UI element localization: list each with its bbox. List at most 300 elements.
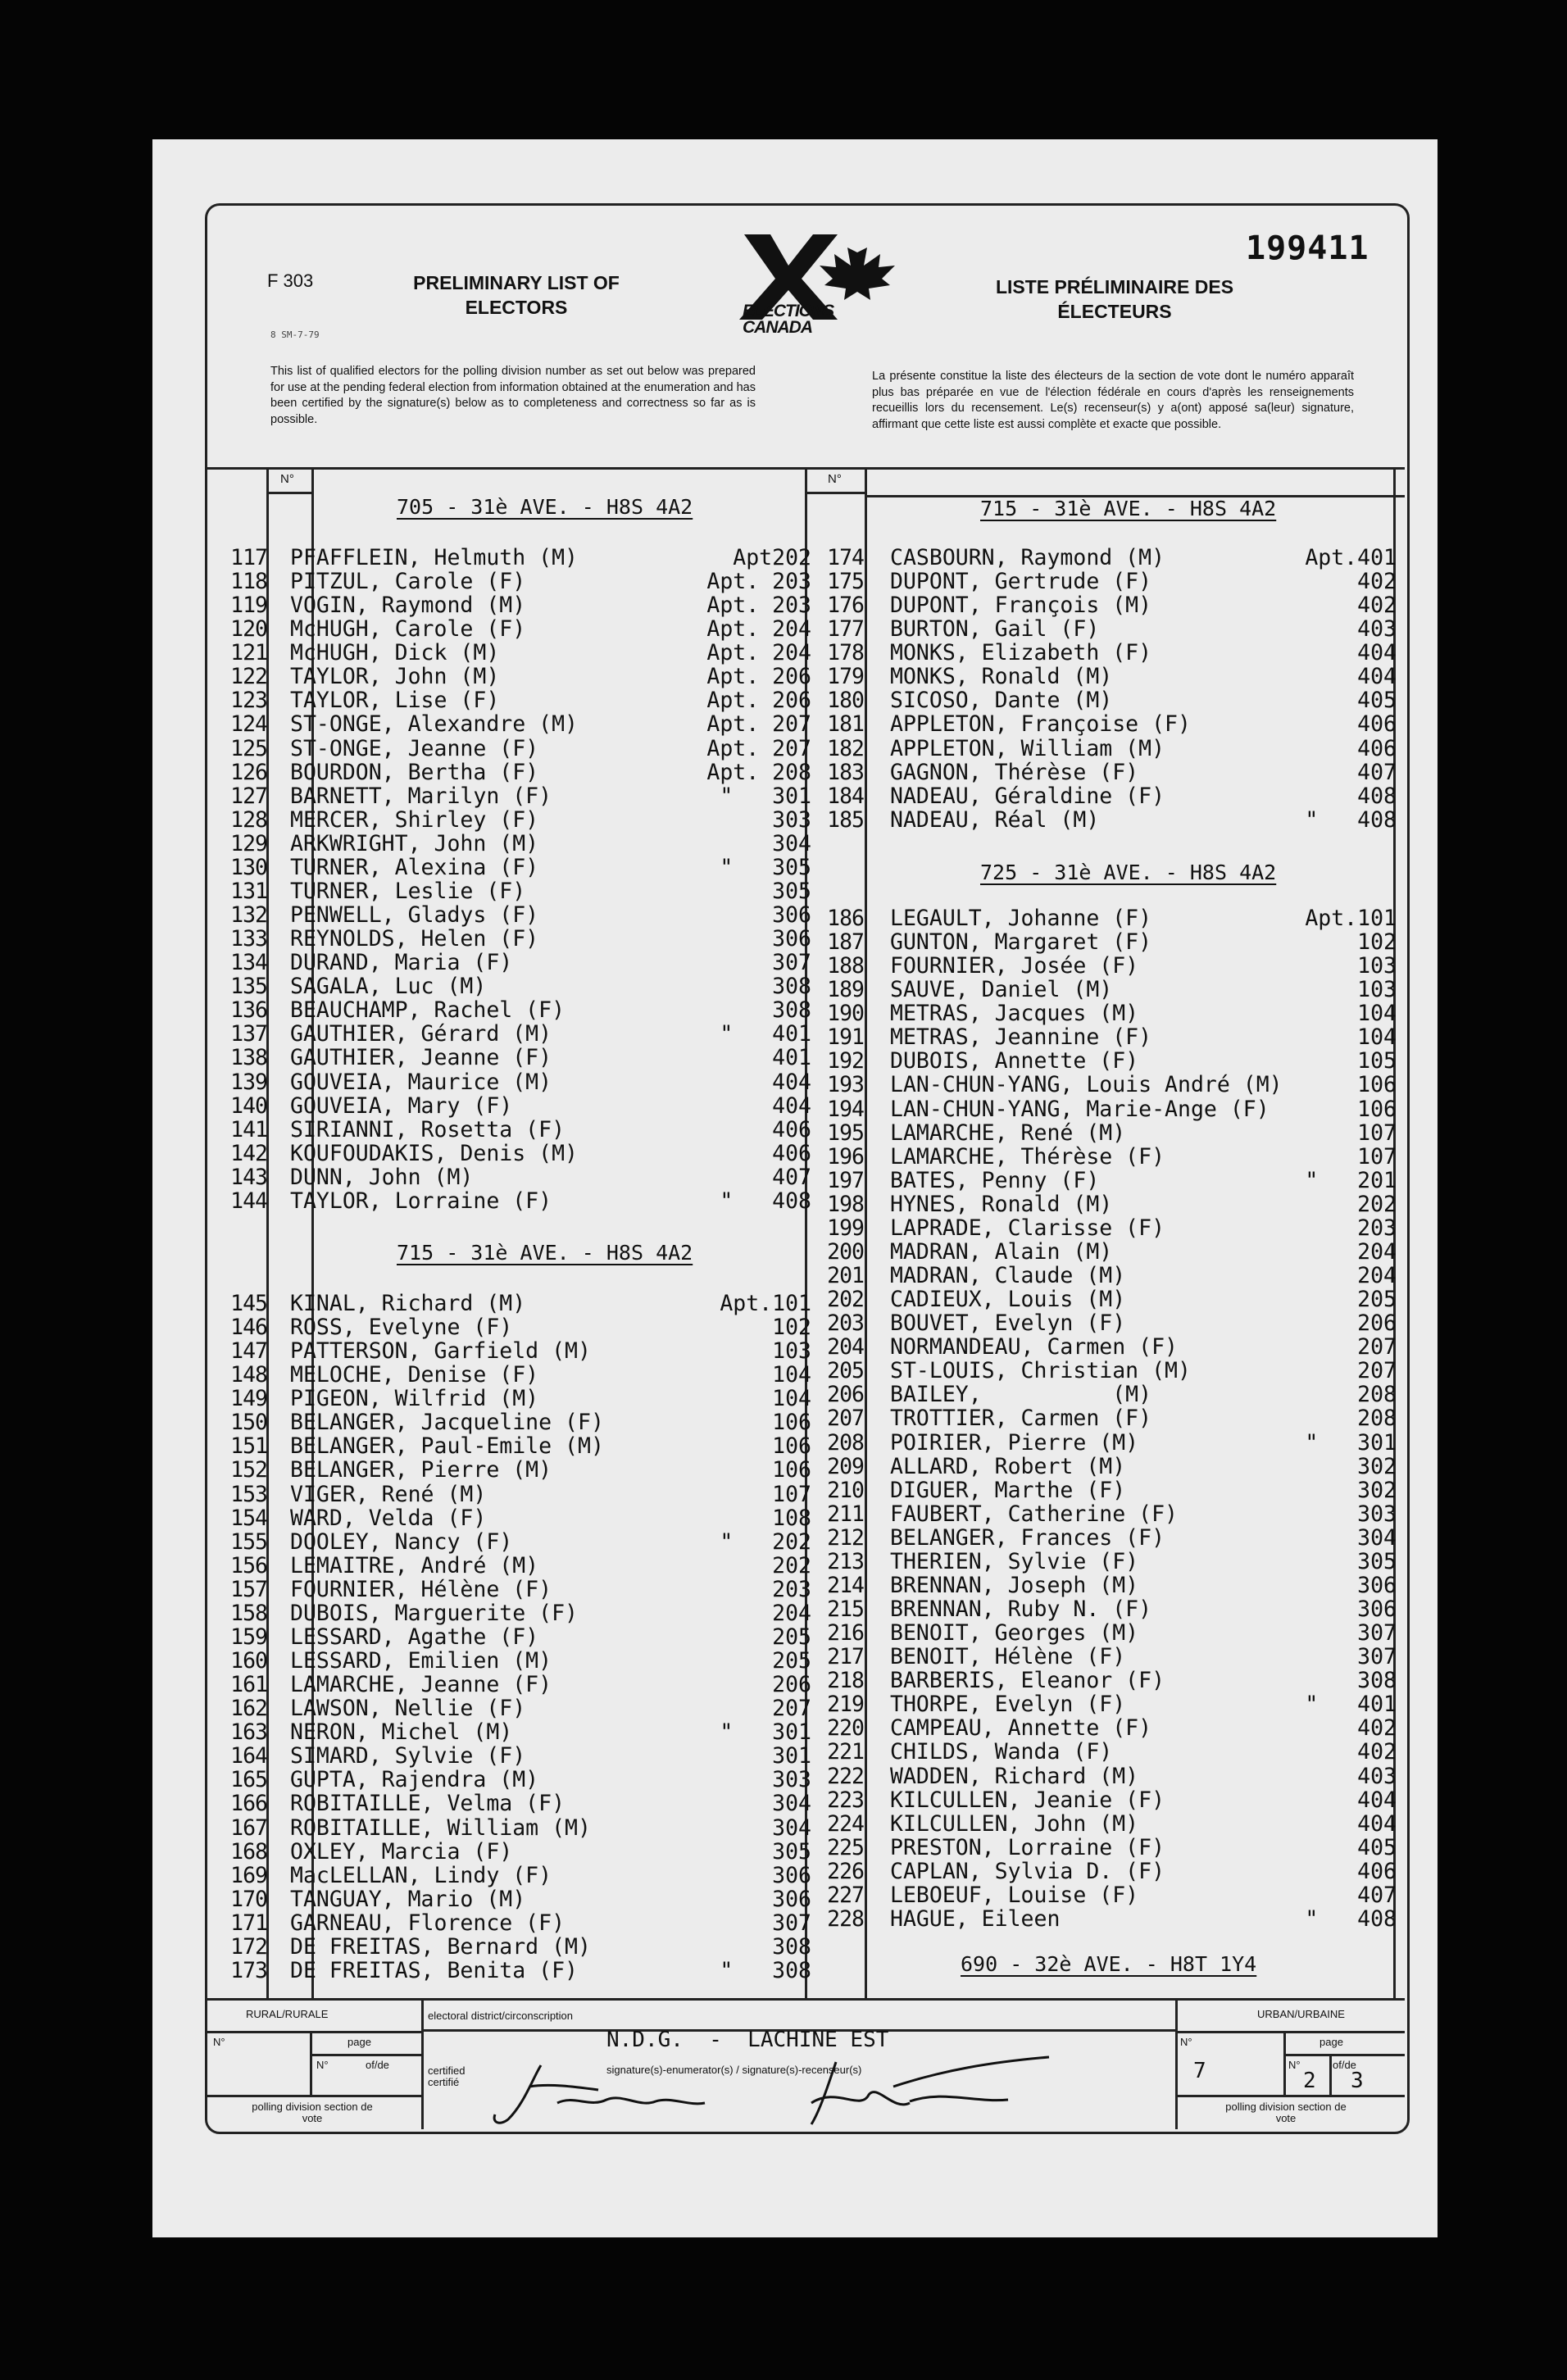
apartment-number: Apt. 206 — [706, 688, 811, 714]
elector-number: 213 — [827, 1548, 864, 1574]
elector-number: 132 — [230, 902, 267, 929]
elector-row — [221, 1094, 811, 1118]
elector-number: 188 — [827, 953, 864, 979]
elector-row — [221, 1744, 811, 1768]
elector-number: 180 — [827, 688, 864, 714]
elector-number: 119 — [230, 593, 267, 619]
apartment-number: 306 — [772, 1886, 811, 1912]
footer-rule — [1175, 2095, 1405, 2097]
elector-name: DUBOIS, Marguerite (F) — [290, 1600, 578, 1626]
apartment-number: 306 — [772, 1862, 811, 1888]
elector-name: APPLETON, Françoise (F) — [890, 711, 1191, 738]
elector-name: METRAS, Jeannine (F) — [890, 1024, 1152, 1051]
apartment-number: 207 — [772, 1696, 811, 1722]
elector-name: MADRAN, Claude (M) — [890, 1263, 1126, 1289]
elector-row — [221, 1696, 811, 1720]
apartment-number: 106 — [772, 1433, 811, 1460]
elector-name: BAILEY, (M) — [890, 1382, 1152, 1408]
apartment-number: 306 — [772, 926, 811, 952]
elector-row — [818, 1025, 1397, 1049]
intro-french: La présente constitue la liste des électeurs de la section de vote dont le numéro apparaît plus bas préparée en vue de l'élection fédérale en cours d'après les renseignements recueillis lors du recensement. Le(s) recenseur(s) y a(ont) apposé sa(leur) signature, affirmant que cette liste est aussi complète et exacte que possible. — [872, 370, 1354, 431]
apartment-number: 302 — [1357, 1477, 1397, 1503]
elector-row — [221, 712, 811, 736]
elector-number: 127 — [230, 783, 267, 809]
elector-name: PIGEON, Wilfrid (M) — [290, 1386, 539, 1412]
footer-rule — [310, 2054, 421, 2056]
apartment-number: 301 — [772, 1743, 811, 1769]
footer-rule — [205, 2095, 421, 2097]
elector-number: 134 — [230, 950, 267, 976]
elector-name: TURNER, Alexina (F) — [290, 854, 539, 880]
elector-row — [221, 927, 811, 951]
elector-number: 203 — [827, 1310, 864, 1337]
apartment-number: Apt.101 — [1305, 906, 1397, 931]
elector-number: 168 — [230, 1838, 267, 1864]
elector-name: ST-ONGE, Alexandre (M) — [290, 711, 578, 738]
elector-name: DUPONT, François (M) — [890, 593, 1152, 619]
footer-top-rule — [205, 1998, 1405, 2001]
apartment-number: 303 — [772, 806, 811, 833]
footer-rule — [1175, 1998, 1178, 2129]
elector-number: 130 — [230, 854, 267, 880]
elector-name: DURAND, Maria (F) — [290, 950, 513, 976]
elector-name: LAMARCHE, Jeanne (F) — [290, 1672, 552, 1698]
apartment-number: 207 — [1357, 1334, 1397, 1360]
apartment-number: 404 — [772, 1069, 811, 1095]
elector-number: 186 — [827, 906, 864, 931]
apartment-number: 107 — [772, 1481, 811, 1507]
elector-row — [221, 1911, 811, 1935]
elector-row — [818, 1240, 1397, 1264]
apartment-number: 105 — [1357, 1048, 1397, 1074]
elector-name: MELOCHE, Denise (F) — [290, 1362, 539, 1388]
elector-name: HAGUE, Eileen — [890, 1905, 1061, 1932]
apartment-number: 402 — [1357, 1715, 1397, 1742]
elector-name: ALLARD, Robert (M) — [890, 1453, 1126, 1479]
footer-rule — [1175, 2031, 1405, 2033]
elector-name: WARD, Velda (F) — [290, 1505, 487, 1531]
apartment-number: Apt. 204 — [706, 640, 811, 666]
rural-label: RURAL/RURALE — [246, 2008, 329, 2020]
polling-division-label: polling division section de vote — [1225, 2101, 1347, 2124]
elector-name: VOGIN, Raymond (M) — [290, 593, 526, 619]
elector-name: MONKS, Elizabeth (F) — [890, 640, 1152, 666]
elector-number: 214 — [827, 1572, 864, 1598]
apartment-number: 401 — [772, 1045, 811, 1071]
apartment-number: 406 — [772, 1116, 811, 1142]
apartment-number: 108 — [772, 1505, 811, 1531]
page-number: 2 — [1303, 2069, 1316, 2093]
elector-number: 199 — [827, 1215, 864, 1241]
elector-row — [221, 1530, 811, 1554]
apartment-number: " 301 — [1305, 1429, 1397, 1456]
page-label: page — [347, 2036, 371, 2048]
apartment-number: 408 — [1357, 783, 1397, 809]
apartment-number: 402 — [1357, 1739, 1397, 1765]
elector-number: 179 — [827, 664, 864, 690]
apartment-number: 205 — [772, 1624, 811, 1650]
elector-row — [818, 1049, 1397, 1073]
elector-row — [818, 1359, 1397, 1383]
elector-number: 137 — [230, 1021, 267, 1047]
elector-row — [221, 617, 811, 641]
apartment-number: 204 — [1357, 1263, 1397, 1289]
elector-row — [221, 1315, 811, 1339]
elector-name: FAUBERT, Catherine (F) — [890, 1501, 1178, 1527]
apartment-number: 107 — [1357, 1120, 1397, 1146]
apartment-number: 405 — [1357, 1834, 1397, 1860]
elector-name: GAUTHIER, Jeanne (F) — [290, 1045, 552, 1071]
elector-number: 177 — [827, 616, 864, 643]
apartment-number: 406 — [1357, 1858, 1397, 1884]
elector-number: 166 — [230, 1791, 267, 1817]
apartment-number: 404 — [1357, 664, 1397, 690]
elector-number: 194 — [827, 1096, 864, 1122]
elector-name: KILCULLEN, John (M) — [890, 1810, 1139, 1837]
elector-row — [221, 1142, 811, 1165]
apartment-number: 103 — [1357, 977, 1397, 1003]
elector-name: ST-LOUIS, Christian (M) — [890, 1358, 1191, 1384]
apartment-number: 308 — [772, 974, 811, 1000]
elector-name: ROSS, Evelyne (F) — [290, 1315, 513, 1341]
apartment-number: 208 — [1357, 1406, 1397, 1432]
apartment-number: Apt. 207 — [706, 711, 811, 738]
elector-number: 192 — [827, 1048, 864, 1074]
elector-name: APPLETON, William (M) — [890, 735, 1165, 761]
of-label: of/de — [366, 2059, 389, 2071]
elector-row — [221, 1070, 811, 1094]
elector-row — [818, 1311, 1397, 1335]
elector-name: DUNN, John (M) — [290, 1164, 474, 1190]
elector-row — [818, 978, 1397, 1002]
elector-row — [818, 1192, 1397, 1216]
elector-row — [818, 1097, 1397, 1121]
apartment-number: 307 — [1357, 1620, 1397, 1646]
elector-name: CAPLAN, Sylvia D. (F) — [890, 1858, 1165, 1884]
elector-number: 218 — [827, 1668, 864, 1694]
elector-row — [221, 879, 811, 903]
elector-name: METRAS, Jacques (M) — [890, 1001, 1139, 1027]
elector-name: TROTTIER, Carmen (F) — [890, 1406, 1152, 1432]
elector-number: 118 — [230, 569, 267, 595]
elector-name: DIGUER, Marthe (F) — [890, 1477, 1126, 1503]
apartment-number: 303 — [1357, 1501, 1397, 1527]
elector-name: BURTON, Gail (F) — [890, 616, 1100, 643]
elector-number: 217 — [827, 1644, 864, 1670]
elector-number: 139 — [230, 1069, 267, 1095]
apartment-number: " 201 — [1305, 1167, 1397, 1193]
apartment-number: " 202 — [720, 1528, 811, 1555]
elector-row — [818, 1002, 1397, 1025]
serial-number: 199411 — [1246, 229, 1369, 267]
elector-number: 141 — [230, 1116, 267, 1142]
elector-row — [818, 1073, 1397, 1097]
apartment-number: 306 — [1357, 1597, 1397, 1623]
elector-name: MacLELLAN, Lindy (F) — [290, 1862, 552, 1888]
apartment-number: 304 — [1357, 1524, 1397, 1551]
print-code: 8 SM-7-79 — [270, 329, 320, 340]
apartment-number: 402 — [1357, 569, 1397, 595]
elector-number: 144 — [230, 1188, 267, 1214]
elector-name: GARNEAU, Florence (F) — [290, 1910, 565, 1936]
elector-number: 225 — [827, 1834, 864, 1860]
elector-number: 126 — [230, 759, 267, 785]
elector-number: 124 — [230, 711, 267, 738]
elector-row — [818, 761, 1397, 784]
district-label: electoral district/circonscription — [428, 2010, 574, 2022]
elector-name: BELANGER, Jacqueline (F) — [290, 1410, 604, 1436]
elector-name: BENOIT, Georges (M) — [890, 1620, 1139, 1646]
apartment-number: 407 — [1357, 759, 1397, 785]
apartment-number: " 408 — [1305, 806, 1397, 833]
polling-division-label: polling division section de vote — [252, 2101, 373, 2124]
elector-name: CAMPEAU, Annette (F) — [890, 1715, 1152, 1742]
elector-name: CHILDS, Wanda (F) — [890, 1739, 1113, 1765]
elector-row — [221, 1935, 811, 1959]
elector-row — [818, 1169, 1397, 1192]
elector-number: 211 — [827, 1501, 864, 1527]
elector-number: 167 — [230, 1815, 267, 1841]
elector-name: DOOLEY, Nancy (F) — [290, 1528, 513, 1555]
elector-number: 189 — [827, 977, 864, 1003]
elector-row — [221, 1864, 811, 1887]
apartment-number: 106 — [1357, 1096, 1397, 1122]
elector-number: 155 — [230, 1528, 267, 1555]
apartment-number: Apt. 204 — [706, 616, 811, 643]
elector-row — [221, 1434, 811, 1458]
maple-leaf-icon — [820, 236, 895, 300]
elector-number: 226 — [827, 1858, 864, 1884]
elector-name: McHUGH, Dick (M) — [290, 640, 500, 666]
elector-row — [818, 1383, 1397, 1406]
elector-number: 171 — [230, 1910, 267, 1936]
apartment-number: 304 — [772, 1791, 811, 1817]
elector-name: GAGNON, Thérèse (F) — [890, 759, 1139, 785]
elector-name: BELANGER, Pierre (M) — [290, 1457, 552, 1483]
apartment-number: 106 — [772, 1410, 811, 1436]
elector-number: 181 — [827, 711, 864, 738]
logo-text: ELECTIONS CANADA — [743, 302, 834, 337]
apartment-number: 106 — [1357, 1072, 1397, 1098]
apartment-number: 104 — [772, 1362, 811, 1388]
elector-name: NERON, Michel (M) — [290, 1719, 513, 1746]
apartment-number: 304 — [772, 830, 811, 856]
poll-number: 7 — [1193, 2059, 1206, 2083]
apartment-number: 302 — [1357, 1453, 1397, 1479]
elector-row — [818, 1335, 1397, 1359]
apartment-number: 307 — [772, 1910, 811, 1936]
footer-rule — [1283, 2054, 1405, 2056]
apartment-number: 403 — [1357, 1763, 1397, 1789]
elector-row — [818, 1692, 1397, 1716]
elector-name: WADDEN, Richard (M) — [890, 1763, 1139, 1789]
elector-row — [818, 570, 1397, 593]
elector-number: 176 — [827, 593, 864, 619]
elector-row — [818, 1550, 1397, 1574]
elector-number: 163 — [230, 1719, 267, 1746]
elector-name: LESSARD, Agathe (F) — [290, 1624, 539, 1650]
elector-number: 222 — [827, 1763, 864, 1789]
no-label: N° — [1288, 2059, 1301, 2071]
elector-row — [818, 1812, 1397, 1836]
elector-name: BELANGER, Paul-Emile (M) — [290, 1433, 604, 1460]
street-heading: 715 - 31è AVE. - H8S 4A2 — [397, 1241, 693, 1265]
apartment-number: 103 — [1357, 953, 1397, 979]
elector-row — [221, 665, 811, 688]
elector-number: 161 — [230, 1672, 267, 1698]
apartment-number: 204 — [1357, 1238, 1397, 1265]
elector-name: LEGAULT, Johanne (F) — [890, 906, 1152, 931]
elector-row — [818, 1883, 1397, 1907]
elector-name: NORMANDEAU, Carmen (F) — [890, 1334, 1178, 1360]
elector-row — [221, 1959, 811, 1983]
elector-row — [818, 688, 1397, 712]
elector-name: PATTERSON, Garfield (M) — [290, 1338, 591, 1365]
elector-number: 135 — [230, 974, 267, 1000]
elector-name: LAN-CHUN-YANG, Marie-Ange (F) — [890, 1096, 1269, 1122]
elector-row — [818, 712, 1397, 736]
elector-number: 210 — [827, 1477, 864, 1503]
elector-row — [818, 1264, 1397, 1288]
elector-row — [221, 856, 811, 879]
elector-name: NADEAU, Réal (M) — [890, 806, 1100, 833]
elector-number: 215 — [827, 1597, 864, 1623]
enumerator-signatures — [484, 2054, 1074, 2129]
street-heading: 725 - 31è AVE. - H8S 4A2 — [980, 861, 1277, 884]
elector-row — [221, 593, 811, 617]
elector-name: KILCULLEN, Jeanie (F) — [890, 1787, 1165, 1813]
elector-name: BELANGER, Frances (F) — [890, 1524, 1165, 1551]
apartment-number: 206 — [772, 1672, 811, 1698]
elector-number: 220 — [827, 1715, 864, 1742]
elector-row — [221, 570, 811, 593]
elector-number: 212 — [827, 1524, 864, 1551]
apartment-number: 104 — [1357, 1024, 1397, 1051]
elector-row — [818, 1669, 1397, 1692]
elector-row — [221, 1118, 811, 1142]
elector-number: 140 — [230, 1092, 267, 1119]
elector-name: BOUVET, Evelyn (F) — [890, 1310, 1126, 1337]
no-label: N° — [316, 2059, 329, 2071]
elector-row — [221, 688, 811, 712]
elector-row — [818, 784, 1397, 808]
elector-number: 172 — [230, 1933, 267, 1960]
elector-name: PRESTON, Lorraine (F) — [890, 1834, 1165, 1860]
elector-name: MERCER, Shirley (F) — [290, 806, 539, 833]
apartment-number: 102 — [1357, 929, 1397, 956]
elector-number: 205 — [827, 1358, 864, 1384]
elector-name: CASBOURN, Raymond (M) — [890, 545, 1165, 570]
page-label: page — [1319, 2036, 1343, 2048]
elector-number: 195 — [827, 1120, 864, 1146]
elector-number: 165 — [230, 1767, 267, 1793]
district-value: N.D.G. - LACHINE EST — [606, 2028, 889, 2052]
elector-name: BATES, Penny (F) — [890, 1167, 1100, 1193]
elector-number: 158 — [230, 1600, 267, 1626]
apartment-number: 203 — [772, 1576, 811, 1602]
elector-row — [221, 1165, 811, 1189]
elector-name: VIGER, René (M) — [290, 1481, 487, 1507]
elector-name: BRENNAN, Joseph (M) — [890, 1572, 1139, 1598]
elector-number: 157 — [230, 1576, 267, 1602]
elector-name: SIRIANNI, Rosetta (F) — [290, 1116, 565, 1142]
elector-row — [221, 1578, 811, 1601]
elector-name: BOURDON, Bertha (F) — [290, 759, 539, 785]
elector-name: SIMARD, Sylvie (F) — [290, 1743, 526, 1769]
elector-name: TAYLOR, Lorraine (F) — [290, 1188, 552, 1214]
elector-row — [818, 1502, 1397, 1526]
elector-row — [818, 1455, 1397, 1478]
apartment-number: Apt. 206 — [706, 664, 811, 690]
elector-number: 219 — [827, 1692, 864, 1718]
elector-number: 142 — [230, 1140, 267, 1166]
elector-number: 122 — [230, 664, 267, 690]
apartment-number: 202 — [1357, 1191, 1397, 1217]
apartment-number: " 308 — [720, 1957, 811, 1983]
apartment-number: 102 — [772, 1315, 811, 1341]
elector-name: DUBOIS, Annette (F) — [890, 1048, 1139, 1074]
street-heading: 690 - 32è AVE. - H8T 1Y4 — [961, 1952, 1257, 1976]
apartment-number: 407 — [772, 1164, 811, 1190]
elector-name: BENOIT, Hélène (F) — [890, 1644, 1126, 1670]
elector-row — [221, 1554, 811, 1578]
apartment-number: " 401 — [720, 1021, 811, 1047]
elector-row — [818, 1431, 1397, 1455]
apartment-number: 202 — [772, 1552, 811, 1578]
apartment-number: Apt.101 — [720, 1291, 811, 1316]
footer-rule — [1329, 2054, 1332, 2095]
no-header-box-right — [806, 492, 865, 494]
elector-name: BARNETT, Marilyn (F) — [290, 783, 552, 809]
elector-name: POIRIER, Pierre (M) — [890, 1429, 1139, 1456]
elector-number: 149 — [230, 1386, 267, 1412]
elector-name: DE FREITAS, Benita (F) — [290, 1957, 578, 1983]
elector-row — [221, 1506, 811, 1530]
urban-label: URBAN/URBAINE — [1257, 2008, 1345, 2020]
elector-row — [221, 1410, 811, 1434]
elector-number: 193 — [827, 1072, 864, 1098]
elector-name: GOUVEIA, Maurice (M) — [290, 1069, 552, 1095]
elector-number: 201 — [827, 1263, 864, 1289]
elector-number: 154 — [230, 1505, 267, 1531]
elector-row — [818, 1526, 1397, 1550]
elector-number: 133 — [230, 926, 267, 952]
apartment-number: 305 — [772, 878, 811, 904]
form-number: F 303 — [267, 270, 314, 291]
elector-row — [818, 1836, 1397, 1860]
title-english: PRELIMINARY LIST OF ELECTORS — [413, 272, 620, 318]
elector-name: HYNES, Ronald (M) — [890, 1191, 1113, 1217]
no-label: N° — [1180, 2036, 1192, 2048]
elector-name: ROBITAILLE, Velma (F) — [290, 1791, 565, 1817]
elector-name: DE FREITAS, Bernard (M) — [290, 1933, 591, 1960]
apartment-number: 406 — [772, 1140, 811, 1166]
elector-row — [221, 1387, 811, 1410]
elector-number: 150 — [230, 1410, 267, 1436]
signature-label: signature(s)-enumerator(s) / signature(s)-recenseur(s) — [606, 2064, 862, 2076]
elector-row — [221, 1625, 811, 1649]
elector-number: 143 — [230, 1164, 267, 1190]
elector-row — [818, 1860, 1397, 1883]
elector-number: 125 — [230, 735, 267, 761]
street-heading: 705 - 31è AVE. - H8S 4A2 — [397, 495, 693, 519]
elector-row — [818, 1621, 1397, 1645]
elector-row — [221, 737, 811, 761]
elector-row — [818, 1478, 1397, 1502]
elector-row — [221, 1792, 811, 1815]
apartment-number: 305 — [1357, 1548, 1397, 1574]
elector-name: ST-ONGE, Jeanne (F) — [290, 735, 539, 761]
